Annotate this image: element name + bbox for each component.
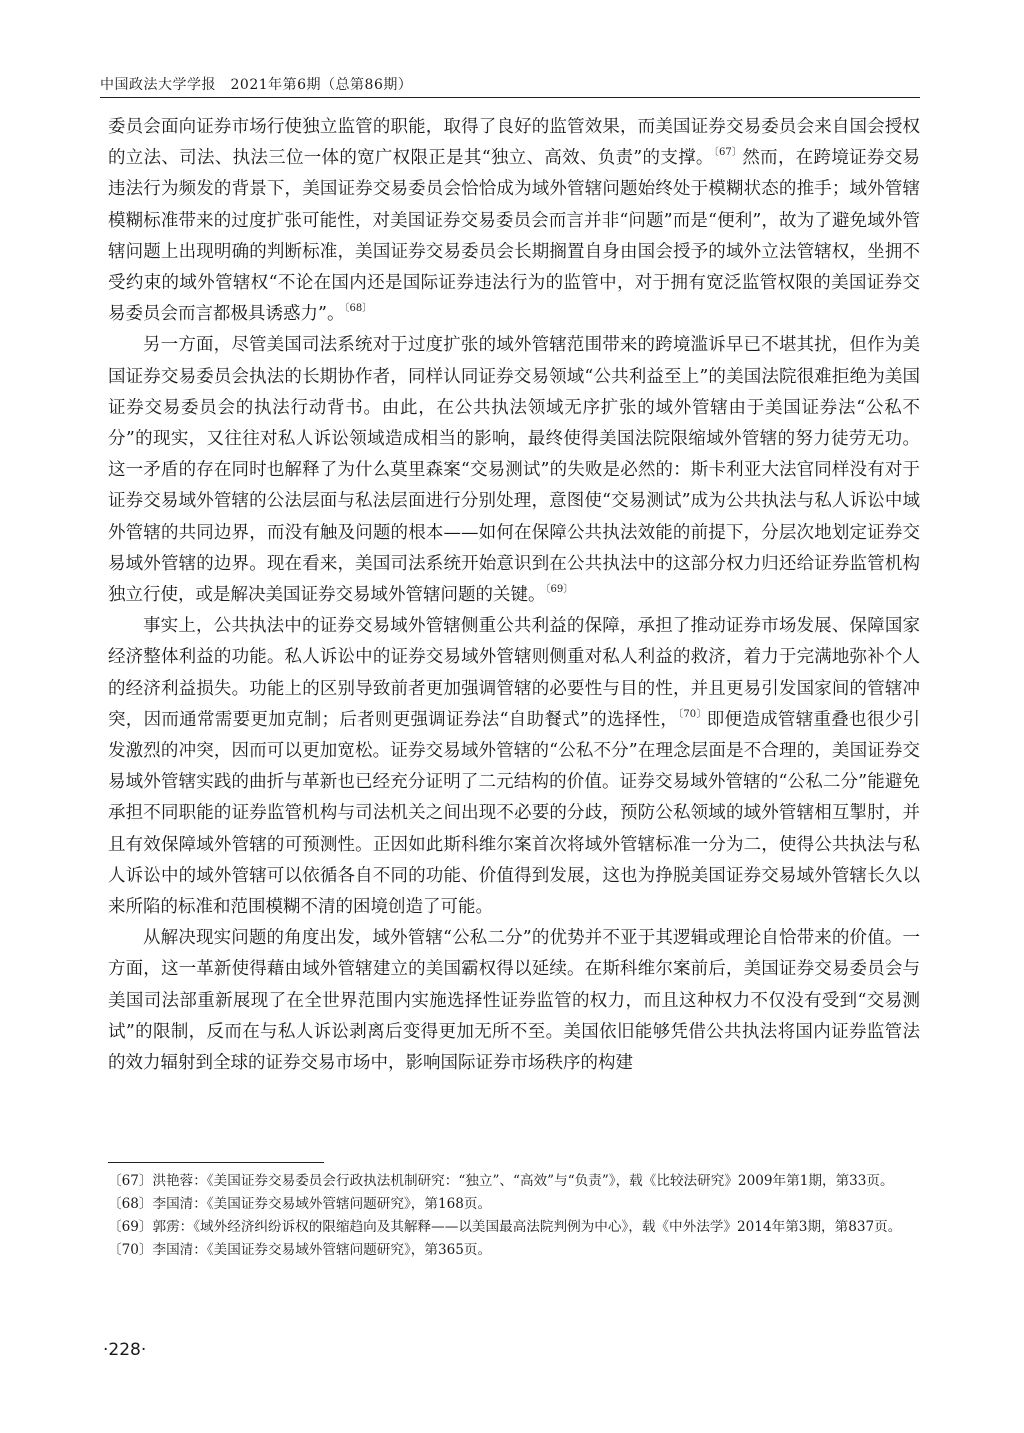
footnote-ref-67[interactable]: 〔67〕 [713,147,743,159]
footnotes [108,1170,920,1262]
footnote-70: 〔70〕李国清：《美国证券交易域外管辖问题研究》，第365页。 [108,1242,492,1258]
paragraph-3 [108,611,920,923]
footnote-69: 〔69〕郭雳：《域外经济纠纷诉权的限缩趋向及其解释——以美国最高法院判例为中心》，载《中外法学》2014年第3期，第837页。 [108,1219,902,1235]
paragraph-2 [108,330,920,611]
paragraph-3-text: 事实上，公共执法中的证券交易域外管辖侧重公共利益的保障，承担了推动证券市场发展、保障国家经济整体利益的功能。私人诉讼中的证券交易域外管辖则侧重对私人利益的救济，着力于完满地弥补个人的经济利益损失。功能上的区别导致前者更加强调管辖的必要性与目的性，并且更易引发国家间的管辖冲突，因而通常需要更加克制；后者则更强调证券法“自助餐式”的选择性， [108,616,920,730]
body-text [108,112,920,1079]
page-number: ·228· [103,1340,147,1360]
footnote-ref-68[interactable]: 〔68〕 [344,303,373,315]
running-header: 中国政法大学学报 2021年第6期（总第86期） [100,77,413,93]
footnote-67: 〔67〕洪艳蓉：《美国证券交易委员会行政执法机制研究：“独立”、“高效”与“负责”》，载《比较法研究》2009年第1期，第33页。 [108,1173,894,1189]
paragraph-3-text-cont: 即便造成管辖重叠也很少引发激烈的冲突，因而可以更加宽松。证券交易域外管辖的“公私不分”在理念层面是不合理的，美国证券交易域外管辖实践的曲折与革新也已经充分证明了二元结构的价值。证券交易域外管辖的“公私二分”能避免承担不同职能的证券监管机构与司法机关之间出现不必要的分歧，预防公私领域的域外管辖相互掣肘，并且有效保障域外管辖的可预测性。正因如此斯科维尔案首次将域外管辖标准一分为二，使得公共执法与私人诉讼中的域外管辖可以依循各自不同的功能、价值得到发展，这也为挣脱美国证券交易域外管辖长久以来所陷的标准和范围模糊不清的困境创造了可能。 [108,709,920,918]
paragraph-1-text-cont: 然而，在跨境证券交易违法行为频发的背景下，美国证券交易委员会恰恰成为域外管辖问题始终处于模糊状态的推手；域外管辖模糊标准带来的过度扩张可能性，对美国证券交易委员会而言并非“问题”而是“便利”，故为了避免域外管辖问题上出现明确的判断标准，美国证券交易委员会长期搁置自身由国会授予的域外立法管辖权，坐拥不受约束的域外管辖权“不论在国内还是国际证券违法行为的监管中，对于拥有宽泛监管权限的美国证券交易委员会而言都极具诱惑力”。 [108,148,921,325]
footnote-separator [108,1162,324,1163]
paragraph-4 [108,923,920,1079]
paragraph-1 [108,112,920,330]
paragraph-2-text: 另一方面，尽管美国司法系统对于过度扩张的域外管辖范围带来的跨境滥诉早已不堪其扰，但作为美国证券交易委员会执法的长期协作者，同样认同证券交易领域“公共利益至上”的美国法院很难拒绝为美国证券交易委员会的执法行动背书。由此，在公共执法领域无序扩张的域外管辖由于美国证券法“公私不分”的现实，又往往对私人诉讼领域造成相当的影响，最终使得美国法院限缩域外管辖的努力徒劳无功。这一矛盾的存在同时也解释了为什么莫里森案“交易测试”的失败是必然的：斯卡利亚大法官同样没有对于证券交易域外管辖的公法层面与私法层面进行分别处理，意图使“交易测试”成为公共执法与私人诉讼中域外管辖的共同边界，而没有触及问题的根本——如何在保障公共执法效能的前提下，分层次地划定证券交易域外管辖的边界。现在看来，美国司法系统开始意识到在公共执法中的这部分权力归还给证券监管机构独立行使，或是解决美国证券交易域外管辖问题的关键。 [108,335,920,606]
footnote-ref-70[interactable]: 〔70〕 [678,708,707,720]
footnote-68: 〔68〕李国清：《美国证券交易域外管辖问题研究》，第168页。 [108,1196,492,1212]
footnote-ref-69[interactable]: 〔69〕 [545,584,574,596]
header-rule [100,97,920,98]
paragraph-4-text: 从解决现实问题的角度出发，域外管辖“公私二分”的优势并不亚于其逻辑或理论自恰带来的价值。一方面，这一革新使得藉由域外管辖建立的美国霸权得以延续。在斯科维尔案前后，美国证券交易委员会与美国司法部重新展现了在全世界范围内实施选择性证券监管的权力，而且这种权力不仅没有受到“交易测试”的限制，反而在与私人诉讼剥离后变得更加无所不至。美国依旧能够凭借公共执法将国内证券监管法的效力辐射到全球的证券交易市场中，影响国际证券市场秩序的构建 [108,928,920,1074]
paragraph-1-text: 委员会面向证券市场行使独立监管的职能，取得了良好的监管效果，而美国证券交易委员会来自国会授权的立法、司法、执法三位一体的宽广权限正是其“独立、高效、负责”的支撑。 [108,117,920,169]
